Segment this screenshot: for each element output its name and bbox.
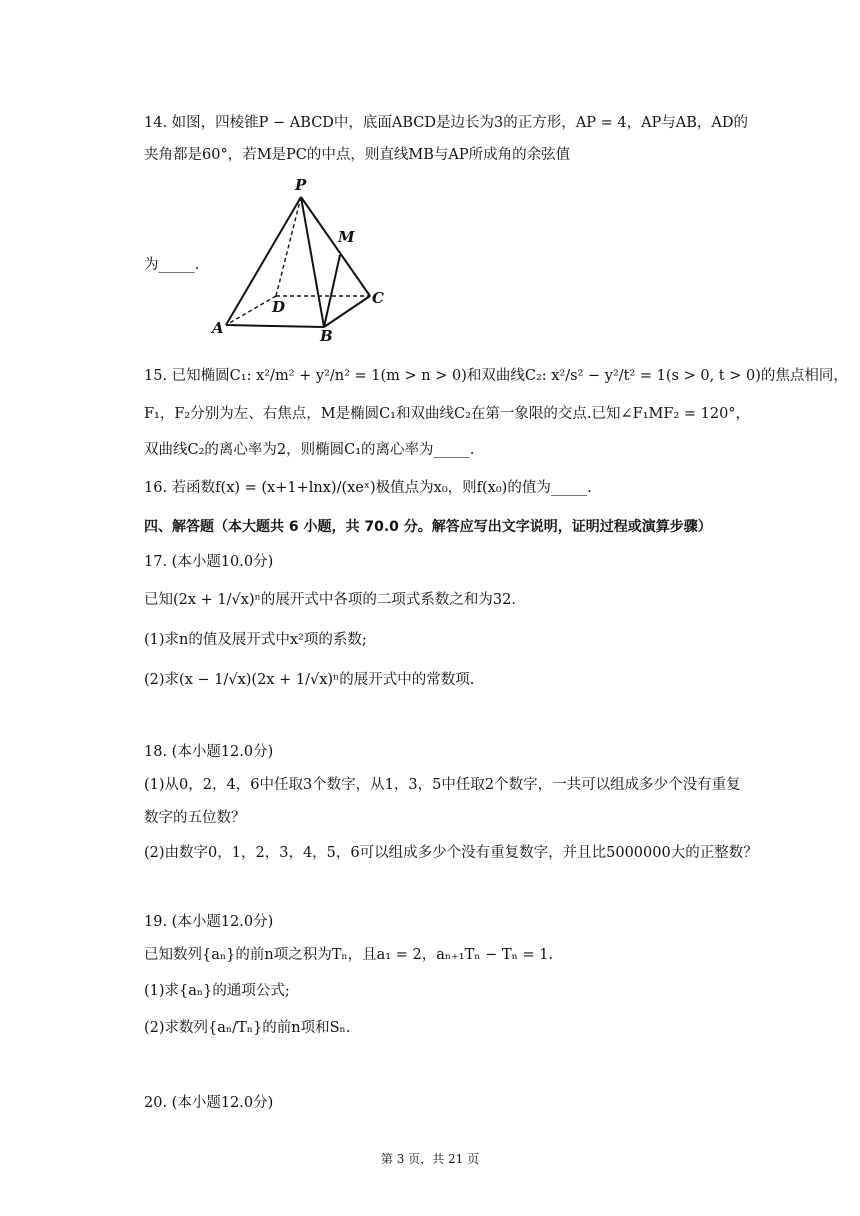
label-c: C [372,289,384,307]
q19-line-3: (2)求数列{aₙ/Tₙ}的前n项和Sₙ. [144,1020,351,1036]
q14-line-1: 14. 如图，四棱锥P − ABCD中，底面ABCD是边长为3的正方形，AP = 4，AP与AB，AD的 [144,115,749,131]
edge-bm [324,255,340,327]
q18-line-2: 数字的五位数？ [144,810,246,826]
q18-line-1: (1)从0，2，4，6中任取3个数字，从1，3，5中任取2个数字，一共可以组成多少个没有重复 [144,777,741,793]
q17-title: 17. (本小题10.0分) [144,554,274,570]
q18-title: 18. (本小题12.0分) [144,744,274,760]
edge-ab [226,325,324,327]
edge-pd [276,197,301,296]
q17-line-2: (1)求n的值及展开式中x²项的系数; [144,632,367,648]
q20-title: 20. (本小题12.0分) [144,1095,274,1111]
edge-bc [324,296,370,327]
q16-line-1: 16. 若函数f(x) = (x+1+lnx)/(xeˣ)极值点为x₀，则f(x₀)的值为_____. [144,480,592,496]
label-b: B [320,327,333,342]
q15-line-2: F₁，F₂分别为左、右焦点，M是椭圆C₁和双曲线C₂在第一象限的交点.已知∠F₁MF₂ = 120°， [144,406,751,422]
q15-line-1: 15. 已知椭圆C₁: x²/m² + y²/n² = 1(m > n > 0)和双曲线C₂: x²/s² − y²/t² = 1(s > 0, t > 0)的焦点相同， [144,368,848,384]
q17-line-1: 已知(2x + 1/√x)ⁿ的展开式中各项的二项式系数之和为32. [144,592,516,608]
pyramid-figure [208,172,398,342]
q19-title: 19. (本小题12.0分) [144,914,274,930]
edge-pb [301,197,324,327]
label-a: A [212,319,224,337]
q19-line-1: 已知数列{aₙ}的前n项之积为Tₙ，且a₁ = 2，aₙ₊₁Tₙ − Tₙ = 1. [144,947,554,963]
q14-line-3: 为_____. [144,257,200,273]
q18-line-3: (2)由数字0，1，2，3，4，5，6可以组成多少个没有重复数字，并且比5000000大的正整数？ [144,845,758,861]
q14-line-2: 夹角都是60°，若M是PC的中点，则直线MB与AP所成角的余弦值 [144,147,571,163]
page-footer: 第 3 页，共 21 页 [380,1152,480,1166]
edge-pc [301,197,370,296]
section-heading: 四、解答题（本大题共 6 小题，共 70.0 分。解答应写出文字说明，证明过程或演算步骤） [144,519,712,535]
label-m: M [338,228,355,246]
label-d: D [272,298,286,316]
edge-pa [226,197,301,325]
q19-line-2: (1)求{aₙ}的通项公式; [144,983,290,999]
q15-line-3: 双曲线C₂的离心率为2，则椭圆C₁的离心率为_____. [144,442,475,458]
q17-line-3: (2)求(x − 1/√x)(2x + 1/√x)ⁿ的展开式中的常数项. [144,672,475,688]
label-p: P [295,176,307,194]
